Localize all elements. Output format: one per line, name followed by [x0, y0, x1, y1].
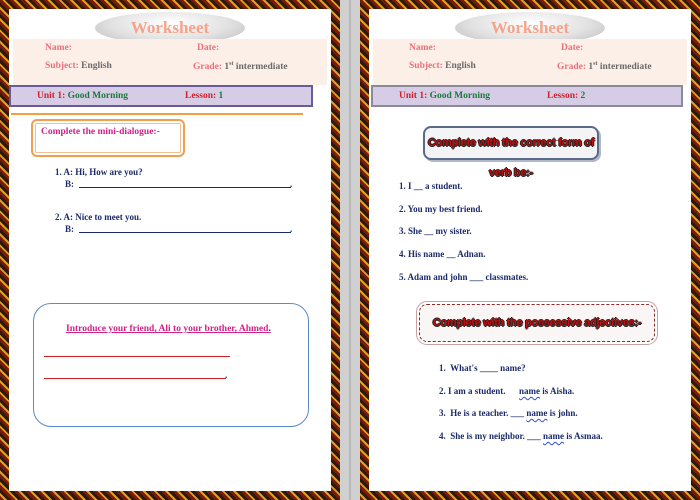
dialogue-1-answer-line[interactable]	[79, 179, 291, 188]
task2-box	[33, 303, 309, 427]
date-label: Date:	[561, 43, 584, 53]
dialogue-2-answer-line[interactable]	[79, 224, 291, 233]
task1-heading-box	[31, 119, 185, 157]
worksheet-title: Worksheet	[455, 12, 605, 44]
unit-field	[37, 91, 128, 101]
worksheet-title: Worksheet	[95, 12, 245, 44]
lesson-label: Lesson:	[547, 91, 579, 101]
unit-field	[399, 91, 490, 101]
grade-value	[224, 62, 287, 72]
grade-value	[588, 62, 651, 72]
lesson-field	[185, 91, 223, 101]
name-label: Name:	[409, 43, 436, 53]
unit-label: Unit 1:	[399, 91, 428, 101]
grade-level: intermediate	[235, 62, 288, 73]
possessive-item-4-post: is Asmaa.	[563, 431, 603, 441]
dialogue-1-period: .	[290, 179, 293, 189]
subject-field	[45, 61, 112, 71]
subject-value: English	[81, 61, 112, 71]
possessive-item-2-post: is Aisha.	[540, 386, 575, 396]
grade-field	[557, 61, 652, 72]
subject-field	[409, 61, 476, 71]
unit-bar	[9, 85, 313, 107]
verb-be-banner: Complete with the correct form of verb be:-	[423, 126, 599, 160]
grade-label: Grade:	[557, 62, 587, 73]
subject-value: English	[445, 61, 476, 71]
possessive-item-3-word: name	[526, 408, 548, 418]
unit-value: Good Morning	[429, 91, 491, 101]
header-band	[13, 39, 327, 85]
possessive-item-2-pre: 2. I am a student.	[439, 386, 520, 396]
grade-suffix: st	[593, 61, 598, 67]
page-gutter	[340, 0, 360, 500]
lesson-value: 1	[218, 91, 224, 101]
dialogue-2-period: .	[290, 224, 293, 234]
subject-label: Subject:	[409, 61, 443, 71]
possessive-item-2	[439, 386, 574, 396]
possessive-item-4	[439, 431, 603, 441]
verb-item-5: 5. Adam and john ___ classmates.	[399, 272, 529, 282]
task1-heading: Complete the mini-dialogue:-	[41, 127, 160, 137]
possessive-item-3	[439, 408, 578, 418]
worksheet-page-lesson-1	[0, 0, 340, 500]
divider-line	[11, 113, 303, 115]
task2-heading-period: .	[268, 324, 271, 334]
dialogue-2-b-label: B:	[65, 224, 74, 234]
grade-number: 1	[588, 62, 594, 73]
grade-suffix: st	[229, 61, 234, 67]
dialogue-1-b-label: B:	[65, 179, 74, 189]
possessive-item-1: 1. What's ____ name?	[439, 363, 526, 373]
date-label: Date:	[197, 43, 220, 53]
task2-period: .	[225, 370, 228, 380]
lesson-label: Lesson:	[185, 91, 217, 101]
grade-label: Grade:	[193, 62, 223, 73]
verb-item-2: 2. You my best friend.	[399, 204, 483, 214]
verb-item-1: 1. I __ a student.	[399, 181, 463, 191]
possessive-banner: Complete with the possessive adjectives:-	[419, 304, 655, 342]
lesson-value: 2	[580, 91, 586, 101]
header-band	[373, 39, 687, 85]
subject-label: Subject:	[45, 61, 79, 71]
lesson-field	[547, 91, 585, 101]
verb-item-4: 4. His name __ Adnan.	[399, 249, 486, 259]
verb-item-3: 3. She __ my sister.	[399, 226, 472, 236]
worksheet-page-lesson-2	[360, 0, 700, 500]
name-label: Name:	[45, 43, 72, 53]
unit-label: Unit 1:	[37, 91, 66, 101]
dialogue-1-a: 1. A: Hi, How are you?	[55, 167, 143, 177]
unit-value: Good Morning	[67, 91, 129, 101]
possessive-item-4-word: name	[542, 431, 564, 441]
dialogue-2-a: 2. A: Nice to meet you.	[55, 212, 142, 222]
task2-answer-line-1[interactable]	[44, 348, 230, 357]
possessive-item-4-pre: 4. She is my neighbor. ___	[439, 431, 543, 441]
possessive-item-3-pre: 3. He is a teacher. ___	[439, 408, 527, 418]
grade-number: 1	[224, 62, 230, 73]
unit-bar	[371, 85, 683, 107]
task2-heading	[66, 324, 271, 334]
possessive-item-3-post: is john.	[547, 408, 578, 418]
grade-field	[193, 61, 288, 72]
task2-answer-line-2[interactable]	[44, 370, 226, 379]
possessive-item-2-word: name	[519, 386, 541, 396]
task2-heading-text: Introduce your friend, Ali to your brother, Ahmed	[66, 324, 269, 334]
grade-level: intermediate	[599, 62, 652, 73]
